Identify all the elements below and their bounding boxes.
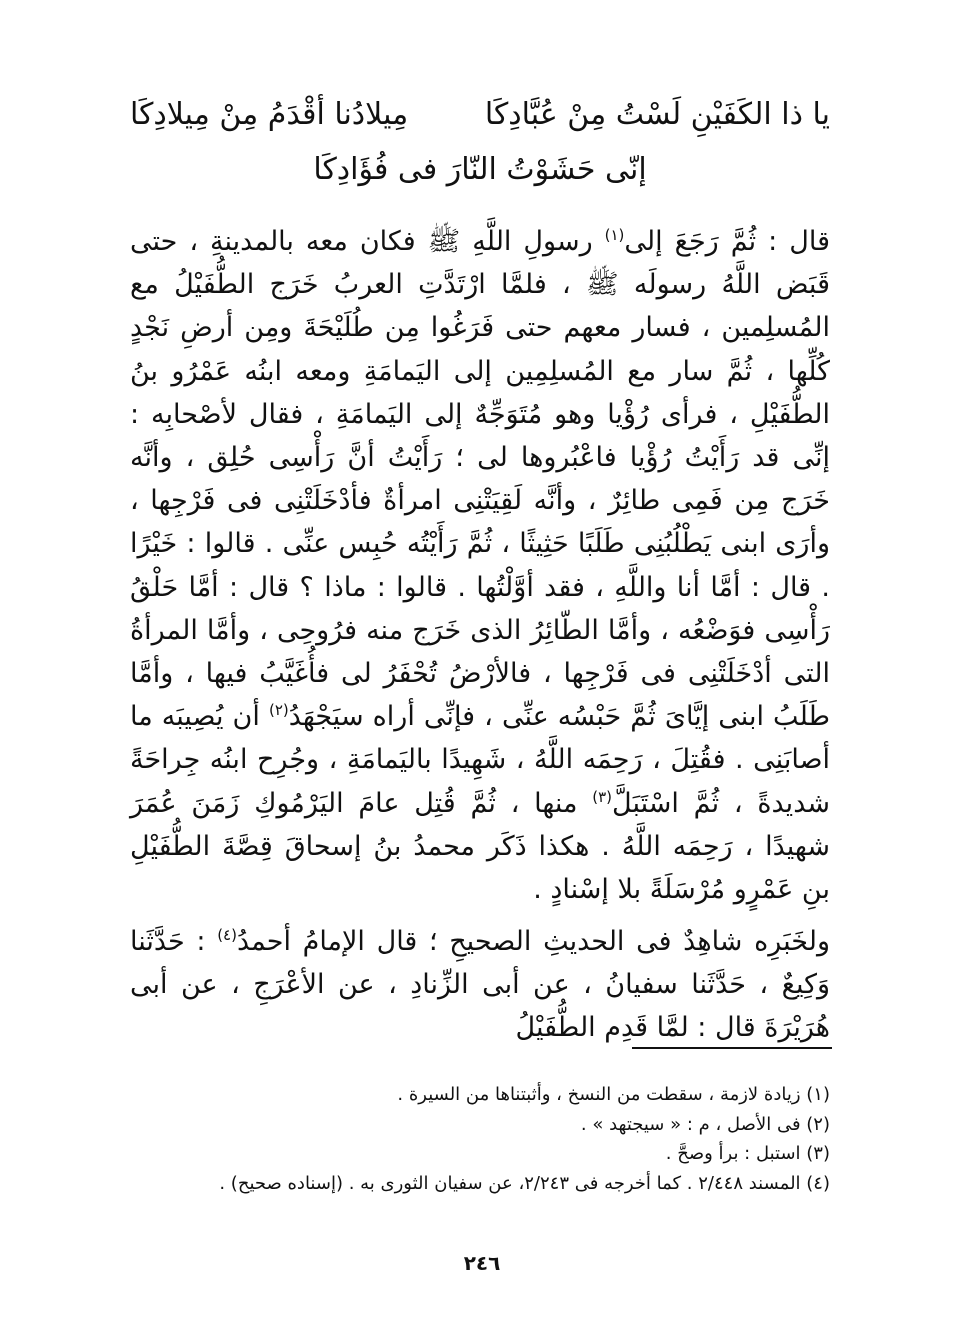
- paragraph-text: : حَدَّثَنا وَكِيعٌ ، حَدَّثَنا سفيانُ ، عن أبى الزِّنادِ ، عن الأعْرَجِ ، عن أبى هُرَيْرَةَ قال : لمَّا قَدِم الطُّفَيْلُ: [130, 926, 830, 1044]
- paragraph-text: رسولِ اللَّهِ ﷺ فكان معه بالمدينةِ ، حتى قَبَض اللَّهُ رسولَه ﷺ ، فلمَّا ارْتَدَّتِ العربُ خَرَج الطُّفَيْلُ مع المُسلِمين ، فسار معهم حتى فَرَغُوا مِن طُلَيْحَةَ ومِن أرضِ نَجْدٍ كُلِّها ، ثُمَّ سار مع المُسلِمِين إلى اليَمامَةِ ومعه ابنُه عَمْرُو بنُ الطُّفَيْلِ ، فرأى رُؤْيا وهو مُتَوَجِّهٌ إلى اليَمامَةِ ، فقال لأصْحابِه : إنِّى قد رَأَيْتُ رُؤْيا فاعْبُروها لى ؛ رَأَيْتُ أنَّ رَأْسِى حُلِق ، وأنَّه خَرَج مِن فَمِى طائِرٌ ، وأنَّه لَقِيَتْنِى امرأةٌ فأدْخَلَتْنِى فى فَرْجِها ، وأرَى ابنى يَطْلُبُنِى طَلَبًا حَثِيثًا ، ثُمَّ رَأَيْتُه حُبِس عنِّى . قالوا : خَيْرًا . قال : أمَّا أنا واللَّهِ ، فقد أوَّلْتُها . قالوا : ماذا ؟ قال : أمَّا حَلْقُ رَأْسِى فوَضْعُه ، وأمَّا الطّائِرُ الذى خَرَج منه فرُوحِى ، وأمَّا المرأةُ التى أدْخَلَتْنِى فى فَرْجِها ، فالأرْضُ تُحْفَرُ لى فأُغَيَّبُ فيها ، وأمَّا طَلَبُ ابنى إيَّاىَ ثُمَّ حَبْسُه عنِّى ، فإنِّى أراه سيَجْهَدُ: [130, 226, 830, 733]
- main-paragraph-1: [130, 220, 830, 911]
- paragraph-text: قال : ثُمَّ رَجَعَ إلى: [624, 226, 830, 257]
- verse-hemistich-right: يا ذا الكَفَيْنِ لَسْتُ مِنْ عُبَّادِكَا: [484, 97, 830, 132]
- footnote-3: (٣) استبل : برأ وصحَّ .: [665, 1143, 830, 1164]
- main-paragraph-2: [130, 920, 830, 1050]
- footnote-ref-1: (١): [604, 226, 625, 244]
- poem-verse-line-2: إنّى حَشَوْتُ النّارَ فى فُؤَادِكَا: [313, 152, 647, 187]
- paragraph-text: أن يُصِيبَه ما أصابَنِى . فقُتِلَ ، رَحِمَه اللَّهُ ، شَهِيدًا باليَمامَةِ ، وجُرِح ابنُه جِراحَةً شديدةً ، ثُمَّ اسْتَبَلَّ: [130, 701, 830, 819]
- footnote-ref-4: (٤): [217, 926, 237, 944]
- verse-hemistich-left: مِيلادُنا أقْدَمُ مِنْ مِيلادِكَا: [130, 97, 409, 132]
- footnote-divider: [632, 1047, 832, 1049]
- page-number: ٢٤٦: [463, 1251, 501, 1275]
- paragraph-text: منها ، ثُمَّ قُتِل عامَ اليَرْمُوكِ زَمَنَ عُمَرَ شهيدًا ، رَحِمَه اللَّهُ . هكذا ذَكَر محمدُ بنُ إسحاقَ قِصَّةَ الطُّفَيْلِ بنِ عَمْرٍو مُرْسَلَةً بلا إسْنادٍ .: [130, 787, 830, 906]
- footnote-2: (٢) فى الأصل ، م : « سيجتهد » .: [580, 1113, 830, 1135]
- footnotes-list: [130, 1080, 830, 1198]
- footnote-1: (١) زيادة لازمة ، سقطت من النسخ ، وأثبتناها من السيرة .: [397, 1084, 830, 1105]
- footnote-ref-2: (٢): [268, 701, 289, 720]
- footnote-4: (٤) المسند ٢/٤٤٨ . كما أخرجه فى ٢/٢٤٣، عن سفيان الثورى به . (إسناده صحيح) .: [219, 1172, 830, 1194]
- footnote-ref-3: (٣): [592, 787, 613, 806]
- paragraph-text: ولخَبَرِه شاهِدٌ فى الحديثِ الصحيحِ ؛ قال الإمامُ أحمدُ: [236, 926, 830, 957]
